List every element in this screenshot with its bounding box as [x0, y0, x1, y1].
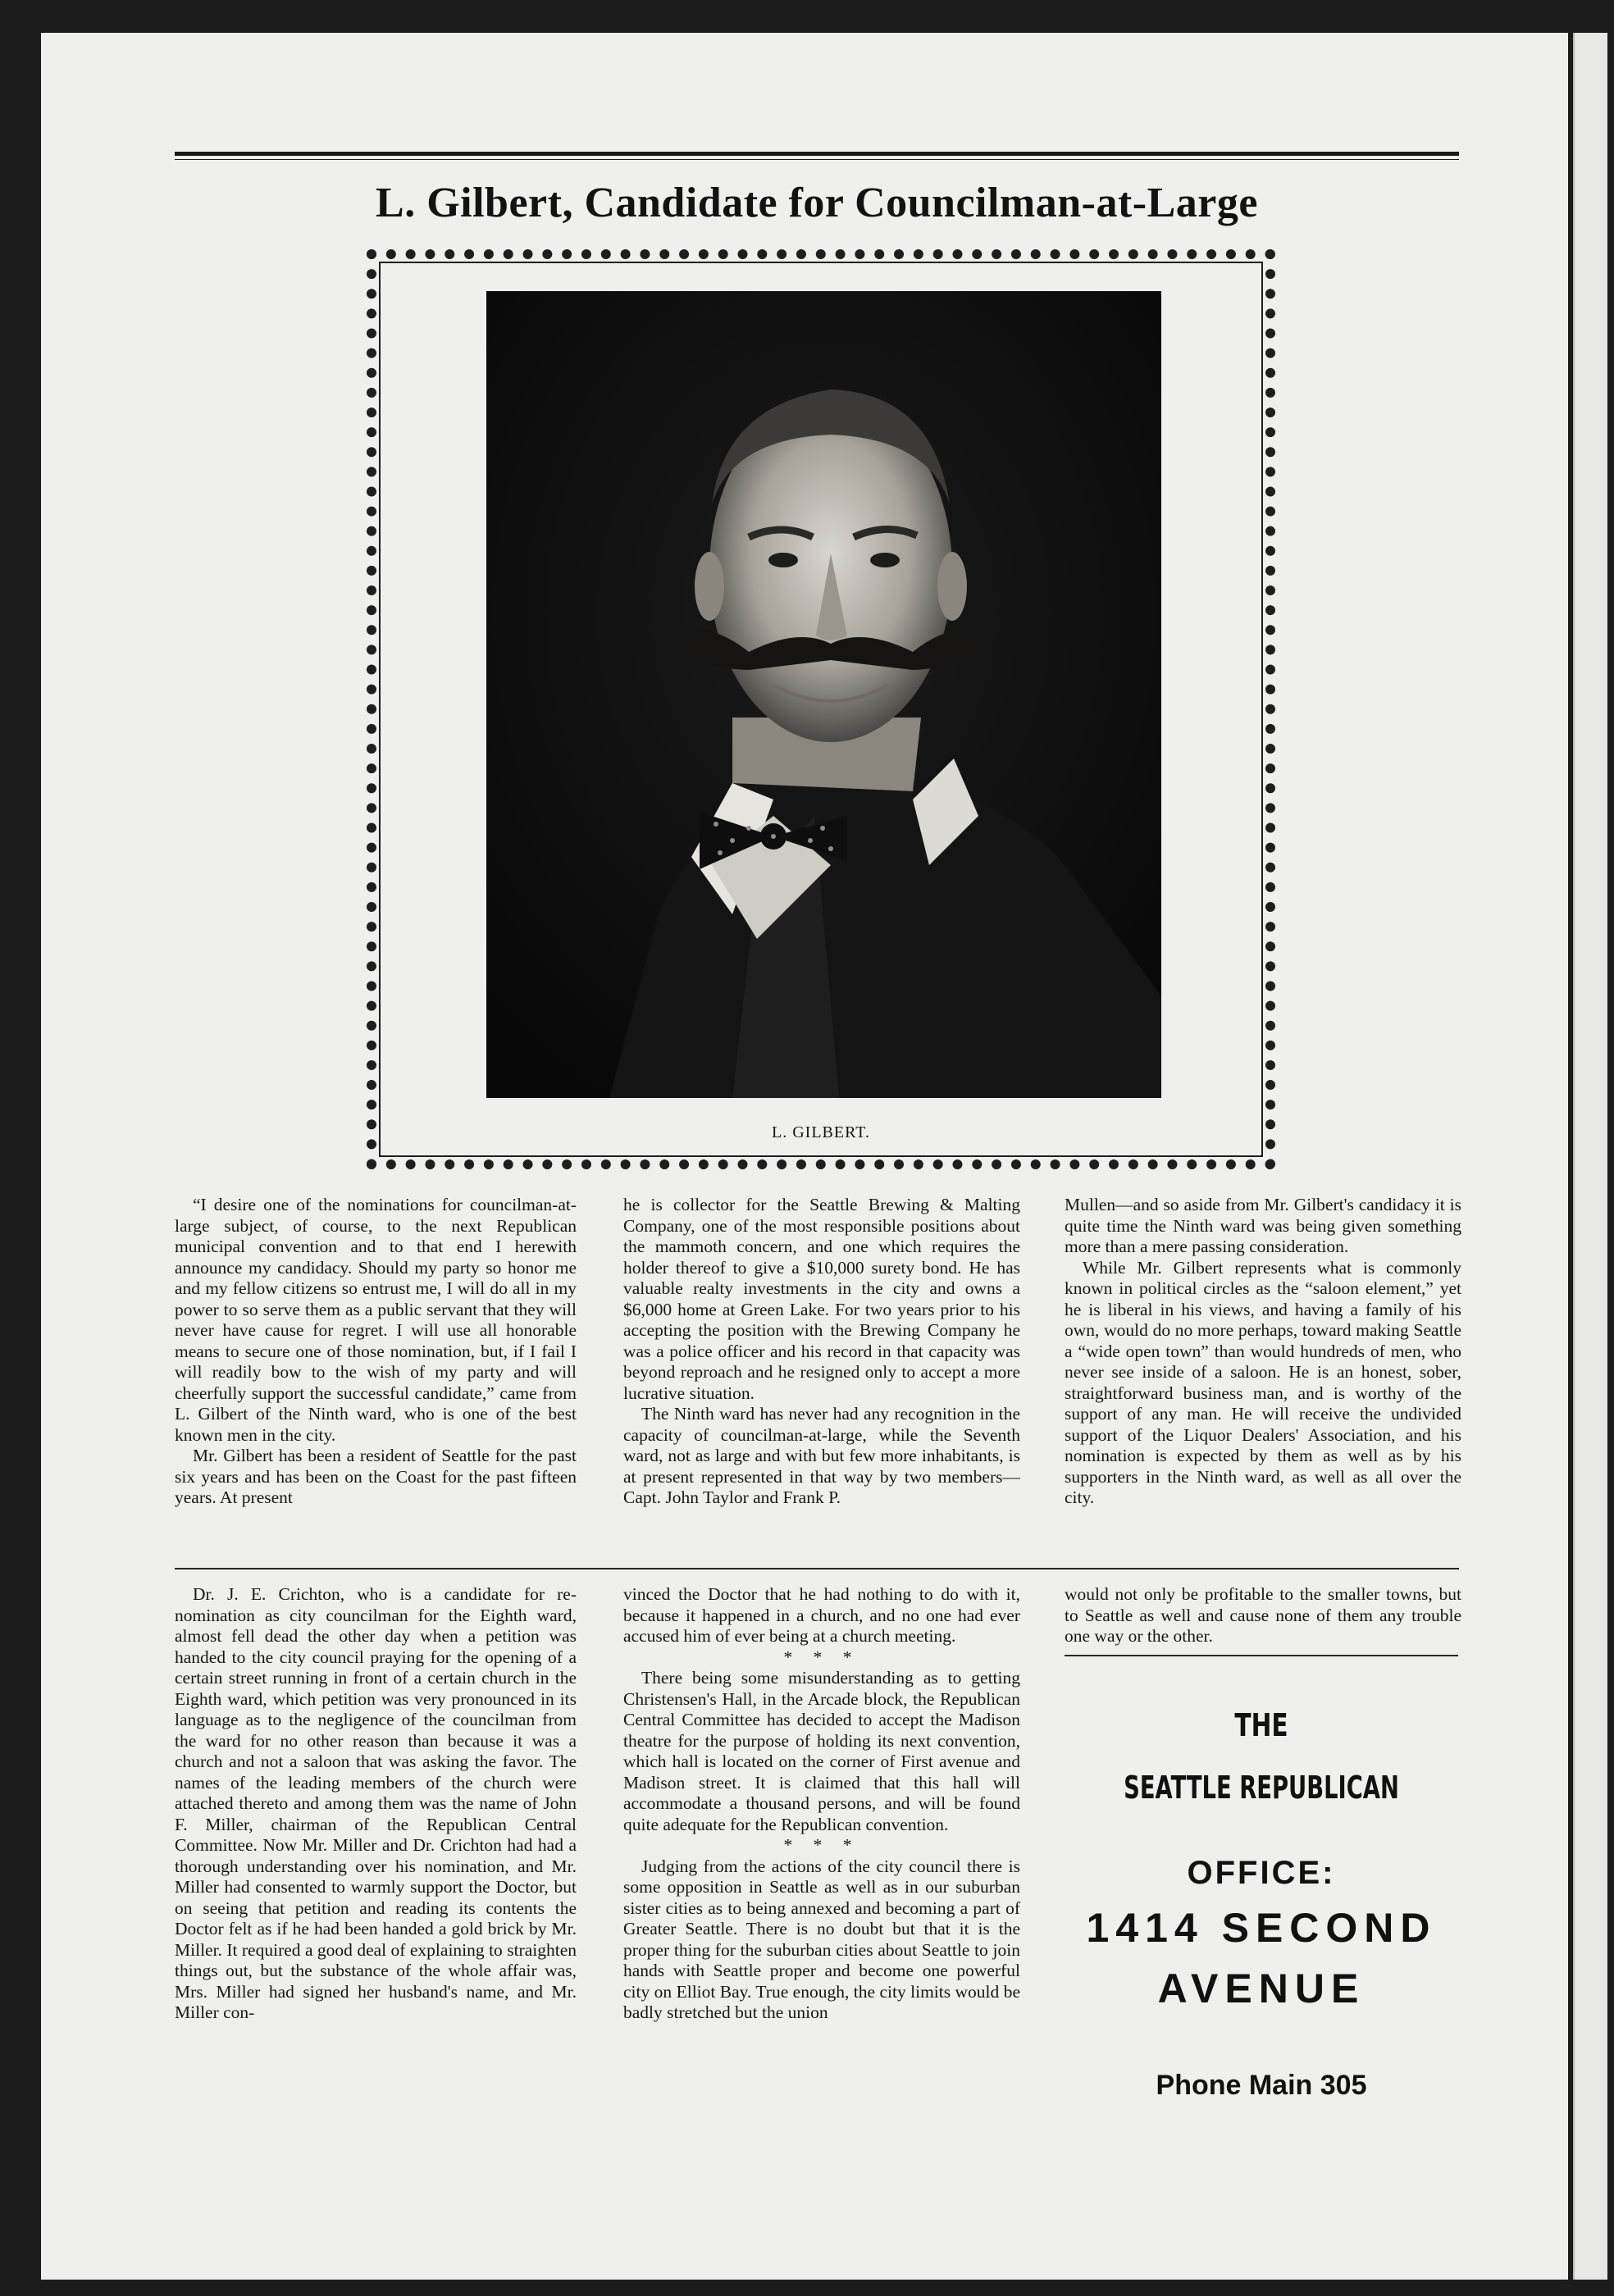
- article-paragraph: he is collector for the Seattle Brewing & Malting Company, one of the most responsible positions about the mammoth concern, and one which requires the holder thereof to give a $10,000 surety bond. He has valuable realty investments in the city and owns a $6,000 home at Green Lake. For two years prior to his accepting the position with the Brewing Company he was a police officer and his record in that capacity was beyond reproach and he resigned only to accept a more lucrative situation.: [623, 1195, 1020, 1403]
- notes-paragraph: would not only be profitable to the smaller towns, but to Seattle as well and cause none of them any trouble one way or the other.: [1065, 1584, 1461, 1646]
- article-paragraph: While Mr. Gilbert represents what is commonly known in political circles as the “saloon element,” yet he is liberal in his views, and having a family of his own, would do no more perhaps, toward making Seattle a “wide open town” than would hundreds of men, who never see inside of a saloon. He is an honest, sober, straightforward business man, and is worthy of the support of any man. He will receive the undivided support of the Liquor Dealers' Association, and his nomination is expected by them as well as by his supporters in the Ninth ward, as well as all over the city.: [1065, 1257, 1461, 1507]
- notes-paragraph: There being some misunderstanding as to getting Christensen's Hall, in the Arcade block, the Republican Central Committee has decided to accept the Madison theatre for the purpose of holding its next convention, which hall is located on the corner of First avenue and Madison street. It is claimed that this hall will accommodate a thousand persons, and will be found quite adequate for the Republican convention.: [623, 1668, 1020, 1834]
- ad-phone: Phone Main 305: [1156, 2070, 1367, 2101]
- adjacent-page-edge: [1573, 33, 1607, 2280]
- article-paragraph: The Ninth ward has never had any recognition in the capacity of councilman-at-large, while the Seventh ward, not as large and with but few more inhabitants, is at present represented in that way by two members—Capt. John Taylor and Frank P.: [623, 1404, 1020, 1507]
- ad-the: THE: [1234, 1707, 1288, 1743]
- article-column-2: [623, 1195, 1020, 1509]
- article-column-3: [1065, 1195, 1461, 1509]
- ad-office-label: OFFICE:: [1187, 1855, 1336, 1891]
- article-paragraph: “I desire one of the nominations for councilman-at-large subject, of course, to the next Republican municipal convention and to that end I herewith announce my candidacy. Should my party so honor me and my fellow citizens so entrust me, I will do all in my power to so serve them as a public servant that they will never have cause for regret. I will use all honorable means to secure one of those nomination, but, if I fail I will readily bow to the wish of my party and will cheerfully support the successful candidate,” came from L. Gilbert of the Ninth ward, who is one of the best known men in the city.: [175, 1195, 577, 1445]
- ad-rule: [1065, 1655, 1458, 1656]
- ad-address-line1: 1414 SECOND: [1086, 1905, 1437, 1951]
- page-headline: L. Gilbert, Candidate for Councilman-at-Large: [376, 180, 1258, 226]
- section-break-stars: * * *: [783, 1647, 860, 1667]
- header-rule-thin: [175, 159, 1459, 160]
- portrait-photo: [486, 291, 1161, 1098]
- ad-address-line2: AVENUE: [1157, 1966, 1366, 2011]
- notes-column-2: [623, 1584, 1020, 2024]
- notes-column-3: [1065, 1584, 1461, 1647]
- article-paragraph: Mullen—and so aside from Mr. Gilbert's candidacy it is quite time the Ninth ward was being given something more than a mere passing consideration.: [1065, 1195, 1461, 1256]
- ad-publication-name: SEATTLE REPUBLICAN: [1124, 1770, 1399, 1806]
- article-column-1: [175, 1195, 577, 1509]
- notes-column-1: [175, 1584, 577, 2024]
- section-divider: [175, 1568, 1459, 1569]
- section-break-stars: * * *: [783, 1835, 860, 1855]
- header-rule: [175, 152, 1459, 156]
- notes-paragraph: Dr. J. E. Crichton, who is a candidate for re-nomination as city councilman for the Eighth ward, almost fell dead the other day when a petition was handed to the city council praying for the opening of a certain street running in front of a certain church in the Eighth ward, which petition was very pronounced in its language as to the negligence of the councilman from the ward for no other reason than because it was a church and not a saloon that was asking the favor. The names of the leading members of the church were attached thereto and among them was the name of John F. Miller, chairman of the Republican Central Committee. Now Mr. Miller and Dr. Crichton had had a thorough understanding over his nomination, and Mr. Miller had consented to warmly support the Doctor, but on seeing that petition and reading its contents the Doctor felt as if he had been handed a gold brick by Mr. Miller. It required a good deal of explaining to straighten things out, but the substance of the whole affair was, Mrs. Miller had signed her husband's name, and Mr. Miller con-: [175, 1584, 577, 2022]
- portrait-illustration: [486, 291, 1161, 1098]
- notes-paragraph: Judging from the actions of the city council there is some opposition in Seattle as well as in our suburban sister cities as to being annexed and becoming a part of Greater Seattle. There is no doubt but that it is the proper thing for the suburban cities about Seattle to join hands with Seattle proper and become one powerful city on Elliot Bay. True enough, the city limits would be badly stretched but the union: [623, 1856, 1020, 2022]
- photo-caption: L. GILBERT.: [772, 1123, 870, 1141]
- notes-paragraph: vinced the Doctor that he had nothing to do with it, because it happened in a church, and no one had ever accused him of ever being at a church meeting.: [623, 1584, 1020, 1646]
- article-paragraph: Mr. Gilbert has been a resident of Seattle for the past six years and has been on the Coast for the past fifteen years. At present: [175, 1446, 577, 1507]
